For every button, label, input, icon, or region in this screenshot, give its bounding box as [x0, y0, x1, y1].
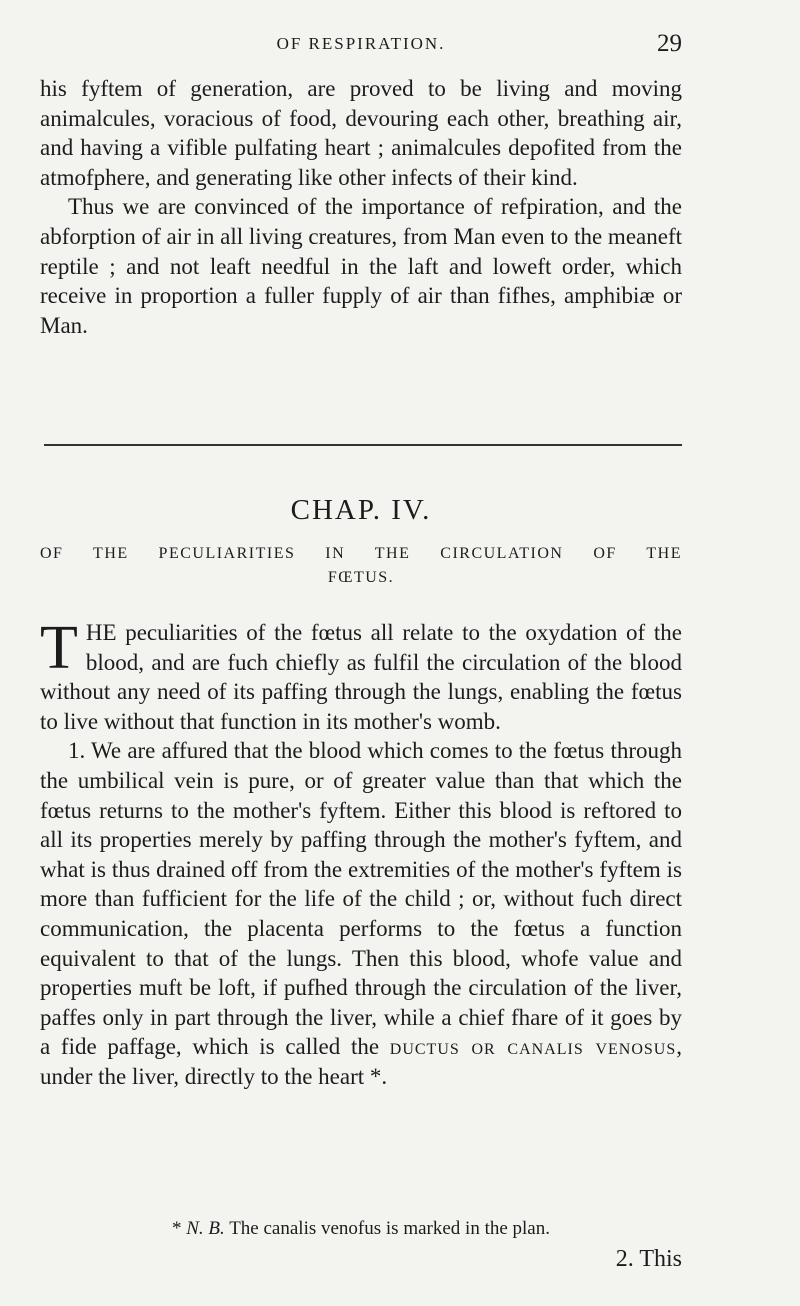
paragraph-text: HE peculiarities of the fœtus all relate to the oxydation of the blood, and are fuch chiefly as fulfil the circulation of the blood without any need of its paffing through the lungs, enabling the fœtus to live without that function in its mother's womb.: [40, 620, 682, 734]
paragraph: [40, 736, 682, 1091]
section-divider: [44, 444, 682, 446]
anatomical-term: ductus or canalis venosus: [389, 1034, 677, 1060]
footnote-marker: *: [172, 1218, 182, 1239]
catchword: 2. This: [615, 1246, 682, 1272]
drop-cap: T: [40, 614, 78, 682]
paragraph-text: , under the liver, directly to the heart *.: [40, 1034, 682, 1089]
chapter-subtitle-line: OF THE PECULIARITIES IN THE CIRCULATION OF THE: [40, 545, 682, 562]
page-number: 29: [657, 30, 682, 57]
paragraph: his fyftem of generation, are proved to be living and moving animalcules, voracious of food, devouring each other, breathing air, and having a vifible pulfating heart ; animalcules depofited from the atmofphere, and generating like other infects of their kind.: [40, 76, 682, 190]
main-text: [40, 614, 682, 1092]
chapter-subtitle-line: FŒTUS.: [327, 569, 395, 586]
footnote-text: The canalis venofus is marked in the plan.: [229, 1218, 550, 1239]
top-section: [40, 74, 682, 340]
footnote: [40, 1218, 682, 1240]
paragraph: [40, 614, 682, 736]
paragraph-text: 1. We are affured that the blood which comes to the fœtus through the umbilical vein is pure, or of greater value than that which the fœtus returns to the mother's fyftem. Either this blood is reftored to all its properties merely by paffing through the mother's fyftem, and what is thus drained off from the extremities of the mother's fyftem is more than fufficient for the life of the child ; or, without fuch direct communication, the placenta performs to the fœtus a function equivalent to that of the lungs. Then this blood, whofe value and properties muft be loft, if pufhed through the circulation of the liver, paffes only in part through the liver, while a chief fhare of it goes by a fide paffage, which is called the: [40, 738, 682, 1060]
paragraph: Thus we are convinced of the importance of refpiration, and the abforption of air in all living creatures, from Man even to the meaneft reptile ; and not leaft needful in the laft and loweft order, which receive in proportion a fuller fupply of air than fifhes, amphibiæ or Man.: [40, 194, 682, 338]
running-title: OF RESPIRATION.: [276, 34, 446, 53]
chapter-subtitle: [40, 542, 682, 590]
footnote-label: N. B.: [186, 1218, 225, 1239]
chapter-title: CHAP. IV.: [290, 494, 432, 526]
